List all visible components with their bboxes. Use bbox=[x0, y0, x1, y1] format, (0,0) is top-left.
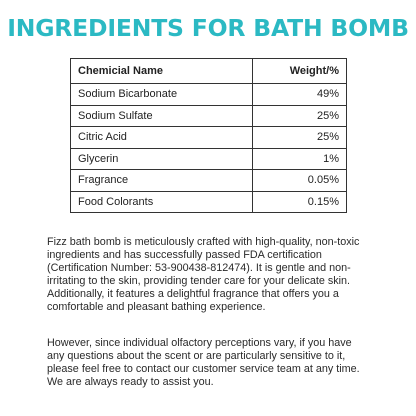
cell-weight: 25% bbox=[253, 105, 347, 127]
header-chemical-name: Chemicial Name bbox=[71, 59, 253, 84]
scent-notice-paragraph: However, since individual olfactory perceptions vary, if you have any questions about the scent or are particularly sensitive to it, please feel free to contact our customer service team at any time. We are always ready to assist you. bbox=[47, 337, 360, 388]
ingredients-table bbox=[70, 58, 347, 213]
page-title: INGREDIENTS FOR BATH BOMB bbox=[7, 14, 409, 42]
cell-name: Food Colorants bbox=[71, 191, 253, 213]
cell-weight: 0.15% bbox=[253, 191, 347, 213]
cell-name: Sodium Bicarbonate bbox=[71, 84, 253, 106]
cell-weight: 49% bbox=[253, 84, 347, 106]
table-row bbox=[71, 148, 347, 170]
cell-name: Glycerin bbox=[71, 148, 253, 170]
cell-name: Citric Acid bbox=[71, 127, 253, 149]
table-row bbox=[71, 84, 347, 106]
cell-name: Sodium Sulfate bbox=[71, 105, 253, 127]
table-row bbox=[71, 170, 347, 192]
table-row bbox=[71, 105, 347, 127]
cell-weight: 25% bbox=[253, 127, 347, 149]
table-row bbox=[71, 127, 347, 149]
table-header-row bbox=[71, 59, 347, 84]
header-weight: Weight/% bbox=[253, 59, 347, 84]
cell-weight: 1% bbox=[253, 148, 347, 170]
cell-name: Fragrance bbox=[71, 170, 253, 192]
description-paragraph: Fizz bath bomb is meticulously crafted with high-quality, non-toxic ingredients and has successfully passed FDA certification (Certification Number: 53-900438-812474). It is gentle and non-irritating to the skin, providing tender care for your delicate skin. Additionally, it features a delightful fragrance that offers you a comfortable and pleasant bathing experience. bbox=[47, 236, 360, 313]
table-row bbox=[71, 191, 347, 213]
cell-weight: 0.05% bbox=[253, 170, 347, 192]
